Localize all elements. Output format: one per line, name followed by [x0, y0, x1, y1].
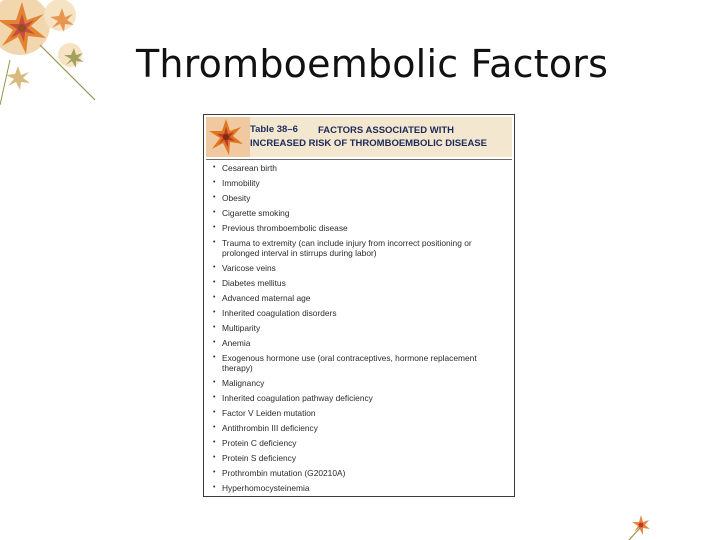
bullet-icon: •: [213, 223, 216, 231]
starburst-flower-icon: [206, 117, 250, 157]
factor-text: Diabetes mellitus: [222, 278, 286, 289]
bullet-icon: •: [213, 164, 216, 171]
bullet-icon: •: [213, 294, 216, 302]
list-item: [213, 163, 504, 173]
factor-text: Cigarette smoking: [222, 207, 290, 218]
list-item: [213, 323, 504, 333]
factor-text: Malignancy: [222, 378, 265, 389]
bullet-icon: •: [213, 279, 216, 287]
factor-text: Inherited coagulation pathway deficiency: [222, 393, 373, 404]
bullet-icon: •: [213, 453, 216, 461]
factor-text: Factor V Leiden mutation: [222, 408, 316, 419]
bullet-icon: •: [213, 323, 216, 331]
bullet-icon: •: [213, 178, 216, 186]
factor-text: Antithrombin III deficiency: [222, 423, 318, 434]
bullet-icon: •: [213, 208, 216, 216]
factor-text: Multiparity: [222, 322, 261, 333]
table-caption: FACTORS ASSOCIATED WITH INCREASED RISK OF THROMBOEMBOLIC DISEASE: [250, 125, 487, 149]
list-item: [213, 193, 504, 203]
risk-factors-table: [203, 114, 515, 497]
factor-text: Anemia: [222, 337, 251, 348]
bullet-icon: •: [213, 379, 216, 387]
factor-text: Hyperhomocysteinemia: [222, 482, 310, 493]
header-divider: [206, 159, 512, 160]
table-number: Table 38–6: [250, 124, 298, 135]
factor-text: Immobility: [222, 177, 260, 188]
bullet-icon: •: [213, 439, 216, 447]
list-item: [213, 278, 504, 288]
bullet-icon: •: [213, 483, 216, 491]
list-item: [213, 438, 504, 448]
factor-text: Trauma to extremity (can include injury from incorrect positioning or prolonged interval in stirrups during labor): [222, 237, 472, 259]
list-item: [213, 468, 504, 478]
list-item: [213, 453, 504, 463]
list-item: [213, 208, 504, 218]
bullet-icon: •: [213, 238, 216, 246]
bullet-icon: •: [213, 468, 216, 476]
table-header: [206, 117, 512, 157]
list-item: [213, 178, 504, 188]
slide-title: Thromboembolic Factors: [136, 42, 609, 86]
factor-text: Advanced maternal age: [222, 293, 311, 304]
bullet-icon: •: [213, 338, 216, 346]
factor-text: Previous thromboembolic disease: [222, 222, 348, 233]
factor-text: Prothrombin mutation (G20210A): [222, 467, 346, 478]
bullet-icon: •: [213, 424, 216, 432]
list-item: [213, 483, 504, 493]
factor-text: Cesarean birth: [222, 163, 277, 173]
list-item: [213, 308, 504, 318]
list-item: [213, 353, 504, 374]
starburst-flower-icon: [0, 0, 110, 110]
factor-text: Exogenous hormone use (oral contraceptives, hormone replacement therapy): [222, 352, 477, 374]
bullet-icon: •: [213, 193, 216, 201]
bullet-icon: •: [213, 353, 216, 361]
list-item: [213, 408, 504, 418]
list-item: [213, 378, 504, 388]
list-item: [213, 293, 504, 303]
bullet-icon: •: [213, 308, 216, 316]
factor-list: [213, 163, 504, 498]
list-item: [213, 263, 504, 273]
factor-text: Obesity: [222, 192, 251, 203]
bullet-icon: •: [213, 264, 216, 272]
factor-text: Varicose veins: [222, 263, 276, 274]
list-item: [213, 393, 504, 403]
factor-text: Protein S deficiency: [222, 452, 297, 463]
bullet-icon: •: [213, 394, 216, 402]
factor-text: Protein C deficiency: [222, 438, 297, 449]
bottom-flourish-icon: [627, 505, 657, 540]
list-item: [213, 223, 504, 233]
list-item: [213, 338, 504, 348]
list-item: [213, 423, 504, 433]
bullet-icon: •: [213, 409, 216, 417]
factor-text: Inherited coagulation disorders: [222, 307, 337, 318]
list-item: [213, 238, 504, 259]
